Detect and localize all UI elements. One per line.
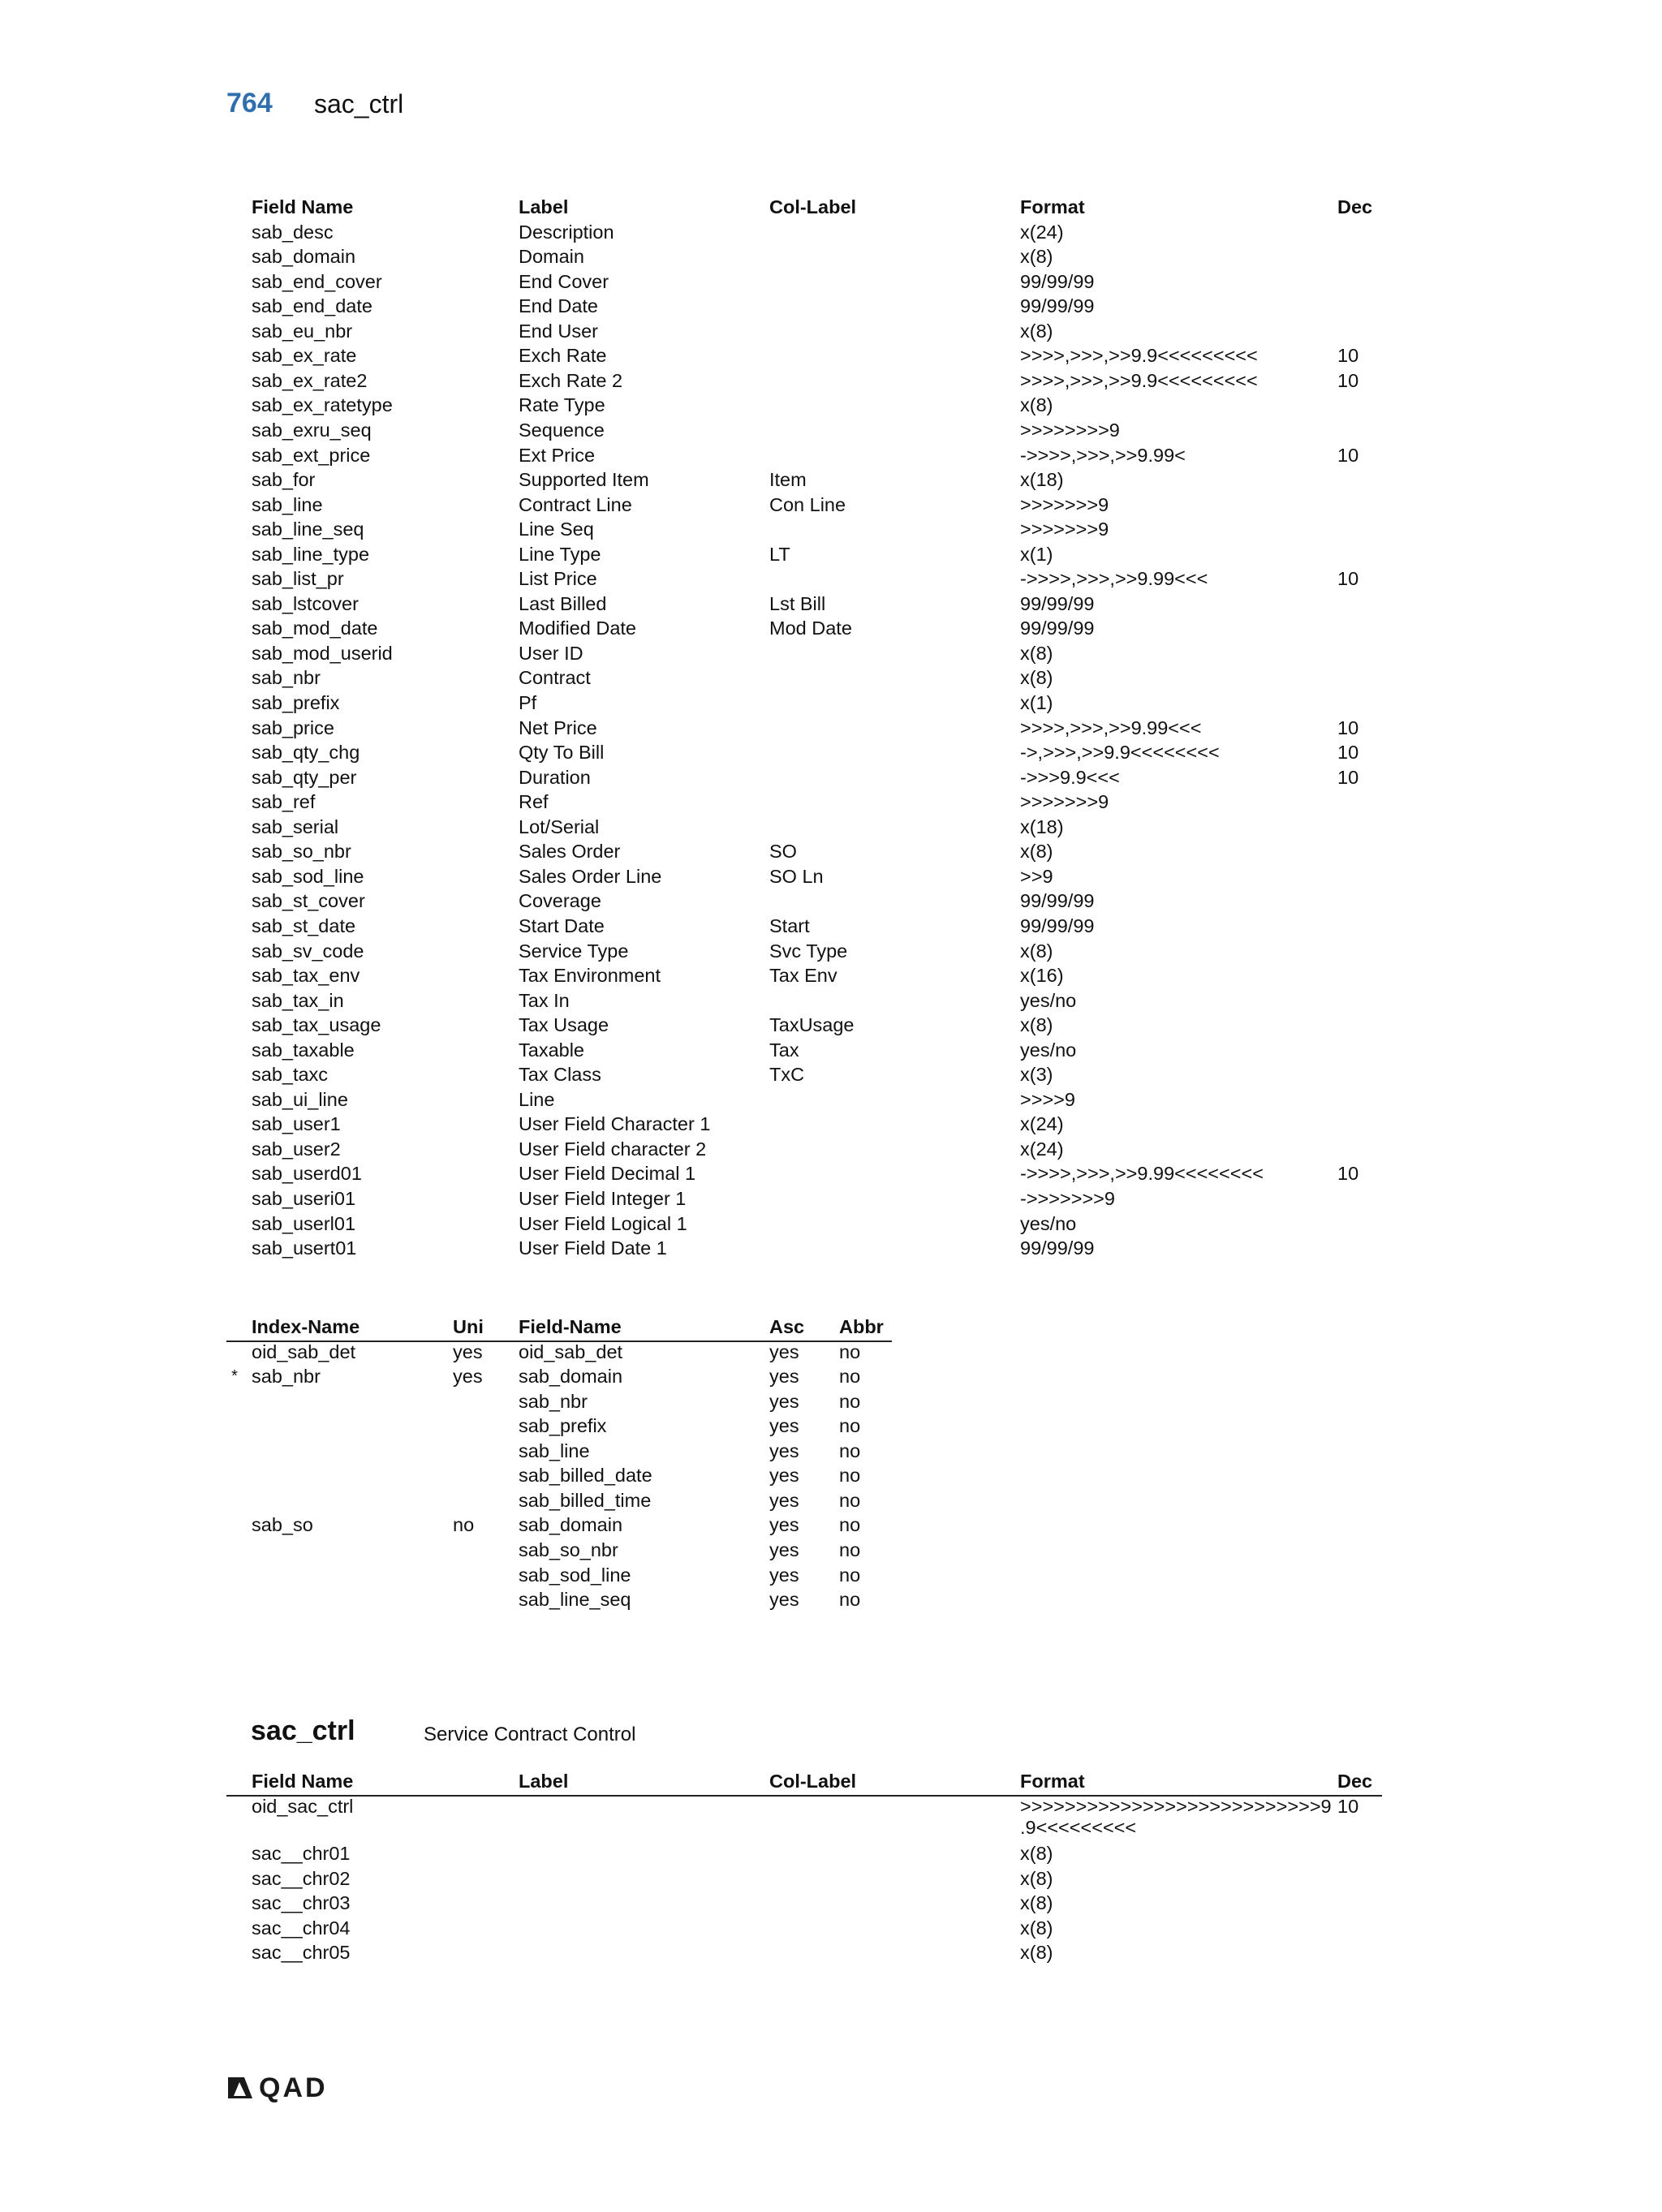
index-abbreviated: no [839, 1514, 861, 1536]
field-format: x(1) [1020, 692, 1053, 713]
field-label: User Field Decimal 1 [519, 1163, 696, 1185]
field-label: Tax In [519, 989, 570, 1011]
index-field-name: sab_so_nbr [519, 1539, 618, 1560]
field-format: >>>>,>>>,>>9.9<<<<<<<<< [1020, 345, 1258, 367]
page-number: 764 [226, 88, 273, 118]
index-ascending: yes [769, 1564, 799, 1586]
field-label: Sales Order [519, 841, 621, 863]
field-name: sab_ui_line [252, 1088, 348, 1110]
field-format: ->>>>,>>>,>>9.99<<<<<<<< [1020, 1163, 1264, 1185]
index-abbreviated: no [839, 1341, 861, 1362]
field-format [1020, 1796, 1332, 1838]
field-name: sac__chr01 [252, 1843, 351, 1864]
index-ascending: yes [769, 1366, 799, 1388]
format-line: >>>>>>>>>>>>>>>>>>>>>>>>>>>9 [1020, 1796, 1332, 1817]
field-format: x(18) [1020, 469, 1064, 491]
field-name: sab_useri01 [252, 1188, 356, 1209]
index-ascending: yes [769, 1341, 799, 1362]
field-format: >>>>>>>>9 [1020, 419, 1120, 441]
field-dec: 10 [1337, 717, 1359, 738]
field-format: yes/no [1020, 989, 1077, 1011]
index-abbreviated: no [839, 1440, 861, 1461]
field-dec: 10 [1337, 568, 1359, 590]
field-label: Start Date [519, 914, 605, 936]
running-title: sac_ctrl [314, 89, 404, 118]
field-label: Tax Usage [519, 1014, 609, 1036]
column-header: Dec [1337, 1771, 1373, 1792]
field-format: x(8) [1020, 1942, 1053, 1964]
field-format: 99/99/99 [1020, 270, 1095, 292]
field-format: x(24) [1020, 1138, 1064, 1160]
table-title: sac_ctrl [251, 1715, 355, 1746]
field-name: sab_userl01 [252, 1212, 356, 1234]
field-label: User Field Integer 1 [519, 1188, 687, 1209]
field-format: >>>>,>>>,>>9.99<<< [1020, 717, 1202, 738]
index-field-name: sab_prefix [519, 1415, 607, 1437]
field-col-label: Item [769, 469, 807, 491]
field-dec: 10 [1337, 1163, 1359, 1185]
index-ascending: yes [769, 1390, 799, 1412]
field-label: Rate Type [519, 394, 605, 416]
field-col-label: Tax [769, 1039, 799, 1061]
sac-field-table [226, 1769, 1379, 1980]
field-label: Contract Line [519, 493, 632, 515]
field-label: User Field Character 1 [519, 1113, 711, 1135]
index-field-name: sab_domain [519, 1514, 623, 1536]
field-format: x(8) [1020, 1014, 1053, 1036]
field-label: Service Type [519, 940, 629, 962]
field-label: User ID [519, 642, 583, 664]
column-header: Uni [453, 1316, 484, 1337]
field-name: sab_tax_in [252, 989, 344, 1011]
field-name: sab_line_type [252, 543, 370, 565]
field-name: sab_exru_seq [252, 419, 372, 441]
logo-text: QAD [259, 2072, 328, 2103]
field-name: sab_user2 [252, 1138, 341, 1160]
field-table [226, 195, 1379, 1266]
field-dec: 10 [1337, 742, 1359, 764]
index-field-name: sab_sod_line [519, 1564, 631, 1586]
index-ascending: yes [769, 1440, 799, 1461]
column-header: Field Name [252, 196, 354, 217]
field-format: x(8) [1020, 1867, 1053, 1889]
field-label: Exch Rate 2 [519, 369, 623, 391]
format-line: .9<<<<<<<<< [1020, 1817, 1137, 1838]
field-col-label: Lst Bill [769, 592, 826, 614]
field-label: Line Type [519, 543, 601, 565]
field-format: x(8) [1020, 394, 1053, 416]
field-label: Line [519, 1088, 555, 1110]
index-table [226, 1315, 900, 1623]
field-label: Tax Class [519, 1064, 601, 1086]
field-format: 99/99/99 [1020, 618, 1095, 639]
field-name: sab_price [252, 717, 334, 738]
field-col-label: Start [769, 914, 810, 936]
field-col-label: Con Line [769, 493, 846, 515]
field-name: sac__chr02 [252, 1867, 351, 1889]
index-ascending: yes [769, 1465, 799, 1487]
field-label: Tax Environment [519, 965, 661, 987]
field-dec: 10 [1337, 766, 1359, 788]
field-col-label: Svc Type [769, 940, 848, 962]
column-header: Col-Label [769, 1771, 857, 1792]
field-format: >>9 [1020, 865, 1053, 887]
index-name: oid_sab_det [252, 1341, 356, 1362]
column-header: Abbr [839, 1316, 884, 1337]
field-dec: 10 [1337, 369, 1359, 391]
field-label: Pf [519, 692, 537, 713]
index-field-name: sab_billed_date [519, 1465, 652, 1487]
field-label: Duration [519, 766, 591, 788]
field-name: sab_end_date [252, 295, 372, 317]
field-name: sab_tax_usage [252, 1014, 381, 1036]
index-abbreviated: no [839, 1415, 861, 1437]
field-name: sac__chr04 [252, 1917, 351, 1939]
field-label: Ext Price [519, 444, 596, 466]
field-format: 99/99/99 [1020, 1237, 1095, 1259]
field-name: sab_eu_nbr [252, 320, 353, 342]
index-name: sab_nbr [252, 1366, 321, 1388]
column-header: Dec [1337, 196, 1373, 217]
index-ascending: yes [769, 1514, 799, 1536]
field-name: sab_ex_rate2 [252, 369, 368, 391]
field-col-label: SO Ln [769, 865, 824, 887]
field-format: ->>>>>>>9 [1020, 1188, 1115, 1209]
field-format: 99/99/99 [1020, 592, 1095, 614]
field-format: x(8) [1020, 642, 1053, 664]
index-abbreviated: no [839, 1366, 861, 1388]
field-format: x(8) [1020, 320, 1053, 342]
index-abbreviated: no [839, 1465, 861, 1487]
field-label: Qty To Bill [519, 742, 605, 764]
index-abbreviated: no [839, 1564, 861, 1586]
field-label: Net Price [519, 717, 597, 738]
field-format: ->>>>,>>>,>>9.99< [1020, 444, 1186, 466]
field-label: Coverage [519, 890, 601, 912]
field-format: x(8) [1020, 1892, 1053, 1914]
field-label: Supported Item [519, 469, 649, 491]
field-name: sab_lstcover [252, 592, 359, 614]
field-format: x(3) [1020, 1064, 1053, 1086]
field-col-label: SO [769, 841, 797, 863]
field-dec: 10 [1337, 1796, 1359, 1817]
index-unique: yes [453, 1366, 483, 1388]
field-name: sab_taxable [252, 1039, 355, 1061]
field-label: End Cover [519, 270, 609, 292]
field-format: x(8) [1020, 246, 1053, 268]
field-name: oid_sac_ctrl [252, 1796, 354, 1817]
field-name: sab_domain [252, 246, 356, 268]
field-label: End User [519, 320, 598, 342]
field-name: sab_tax_env [252, 965, 360, 987]
index-field-name: sab_line [519, 1440, 590, 1461]
index-abbreviated: no [839, 1390, 861, 1412]
field-format: 99/99/99 [1020, 295, 1095, 317]
column-header: Label [519, 1771, 569, 1792]
field-format: >>>>,>>>,>>9.9<<<<<<<<< [1020, 369, 1258, 391]
field-label: Ref [519, 791, 549, 813]
field-label: Contract [519, 667, 591, 689]
field-label: Domain [519, 246, 584, 268]
field-format: >>>>9 [1020, 1088, 1075, 1110]
field-name: sac__chr03 [252, 1892, 351, 1914]
field-name: sab_end_cover [252, 270, 382, 292]
field-name: sab_user1 [252, 1113, 341, 1135]
field-name: sab_list_pr [252, 568, 344, 590]
column-header: Format [1020, 1771, 1085, 1792]
field-col-label: Mod Date [769, 618, 852, 639]
index-ascending: yes [769, 1589, 799, 1611]
field-name: sab_taxc [252, 1064, 329, 1086]
field-name: sab_qty_chg [252, 742, 360, 764]
field-name: sab_ref [252, 791, 316, 813]
field-name: sab_ext_price [252, 444, 371, 466]
field-name: sab_line [252, 493, 323, 515]
field-name: sab_serial [252, 816, 339, 837]
index-name: sab_so [252, 1514, 313, 1536]
field-format: yes/no [1020, 1039, 1077, 1061]
field-name: sab_for [252, 469, 316, 491]
qad-logo-icon [226, 2074, 254, 2102]
field-label: Exch Rate [519, 345, 607, 367]
field-format: x(8) [1020, 667, 1053, 689]
field-name: sab_st_date [252, 914, 356, 936]
primary-index-marker: * [231, 1367, 238, 1386]
field-name: sab_sv_code [252, 940, 364, 962]
index-abbreviated: no [839, 1589, 861, 1611]
field-format: x(18) [1020, 816, 1064, 837]
field-label: Sequence [519, 419, 605, 441]
field-name: sab_qty_per [252, 766, 357, 788]
field-format: x(24) [1020, 221, 1064, 243]
field-label: User Field character 2 [519, 1138, 707, 1160]
field-dec: 10 [1337, 444, 1359, 466]
column-header: Label [519, 196, 569, 217]
field-label: Line Seq [519, 519, 594, 540]
index-field-name: sab_domain [519, 1366, 623, 1388]
index-field-name: sab_billed_time [519, 1489, 652, 1511]
qad-logo [226, 2073, 328, 2102]
field-format: 99/99/99 [1020, 890, 1095, 912]
field-format: x(8) [1020, 841, 1053, 863]
field-label: Last Billed [519, 592, 607, 614]
field-format: >>>>>>>9 [1020, 493, 1109, 515]
field-label: Sales Order Line [519, 865, 662, 887]
index-field-name: oid_sab_det [519, 1341, 623, 1362]
column-header: Col-Label [769, 196, 857, 217]
field-format: 99/99/99 [1020, 914, 1095, 936]
field-name: sab_nbr [252, 667, 321, 689]
field-name: sab_prefix [252, 692, 340, 713]
field-format: ->,>>>,>>9.9<<<<<<<< [1020, 742, 1220, 764]
field-name: sab_line_seq [252, 519, 364, 540]
index-abbreviated: no [839, 1489, 861, 1511]
field-name: sab_desc [252, 221, 334, 243]
field-format: ->>>9.9<<< [1020, 766, 1120, 788]
index-ascending: yes [769, 1539, 799, 1560]
field-format: >>>>>>>9 [1020, 519, 1109, 540]
field-format: yes/no [1020, 1212, 1077, 1234]
index-ascending: yes [769, 1489, 799, 1511]
index-field-name: sab_nbr [519, 1390, 588, 1412]
column-header: Format [1020, 196, 1085, 217]
field-label: End Date [519, 295, 598, 317]
field-name: sab_st_cover [252, 890, 365, 912]
field-name: sab_ex_ratetype [252, 394, 393, 416]
field-name: sab_so_nbr [252, 841, 351, 863]
field-format: x(8) [1020, 1843, 1053, 1864]
column-header: Asc [769, 1316, 805, 1337]
field-format: ->>>>,>>>,>>9.99<<< [1020, 568, 1208, 590]
field-name: sab_ex_rate [252, 345, 357, 367]
field-name: sab_sod_line [252, 865, 364, 887]
field-name: sac__chr05 [252, 1942, 351, 1964]
table-description: Service Contract Control [424, 1724, 636, 1745]
index-unique: no [453, 1514, 475, 1536]
index-unique: yes [453, 1341, 483, 1362]
field-format: x(24) [1020, 1113, 1064, 1135]
field-label: Lot/Serial [519, 816, 600, 837]
field-col-label: Tax Env [769, 965, 837, 987]
column-header: Field-Name [519, 1316, 622, 1337]
field-format: x(8) [1020, 1917, 1053, 1939]
field-label: Description [519, 221, 614, 243]
field-col-label: LT [769, 543, 790, 565]
field-format: >>>>>>>9 [1020, 791, 1109, 813]
index-abbreviated: no [839, 1539, 861, 1560]
field-format: x(1) [1020, 543, 1053, 565]
field-format: x(8) [1020, 940, 1053, 962]
field-name: sab_mod_date [252, 618, 378, 639]
column-header: Index-Name [252, 1316, 360, 1337]
field-col-label: TaxUsage [769, 1014, 855, 1036]
index-field-name: sab_line_seq [519, 1589, 631, 1611]
field-format: x(16) [1020, 965, 1064, 987]
field-label: Modified Date [519, 618, 636, 639]
field-label: List Price [519, 568, 597, 590]
field-name: sab_userd01 [252, 1163, 362, 1185]
field-col-label: TxC [769, 1064, 805, 1086]
field-label: User Field Date 1 [519, 1237, 667, 1259]
index-ascending: yes [769, 1415, 799, 1437]
field-dec: 10 [1337, 345, 1359, 367]
column-header: Field Name [252, 1771, 354, 1792]
field-name: sab_mod_userid [252, 642, 393, 664]
field-label: User Field Logical 1 [519, 1212, 687, 1234]
field-name: sab_usert01 [252, 1237, 357, 1259]
field-label: Taxable [519, 1039, 584, 1061]
